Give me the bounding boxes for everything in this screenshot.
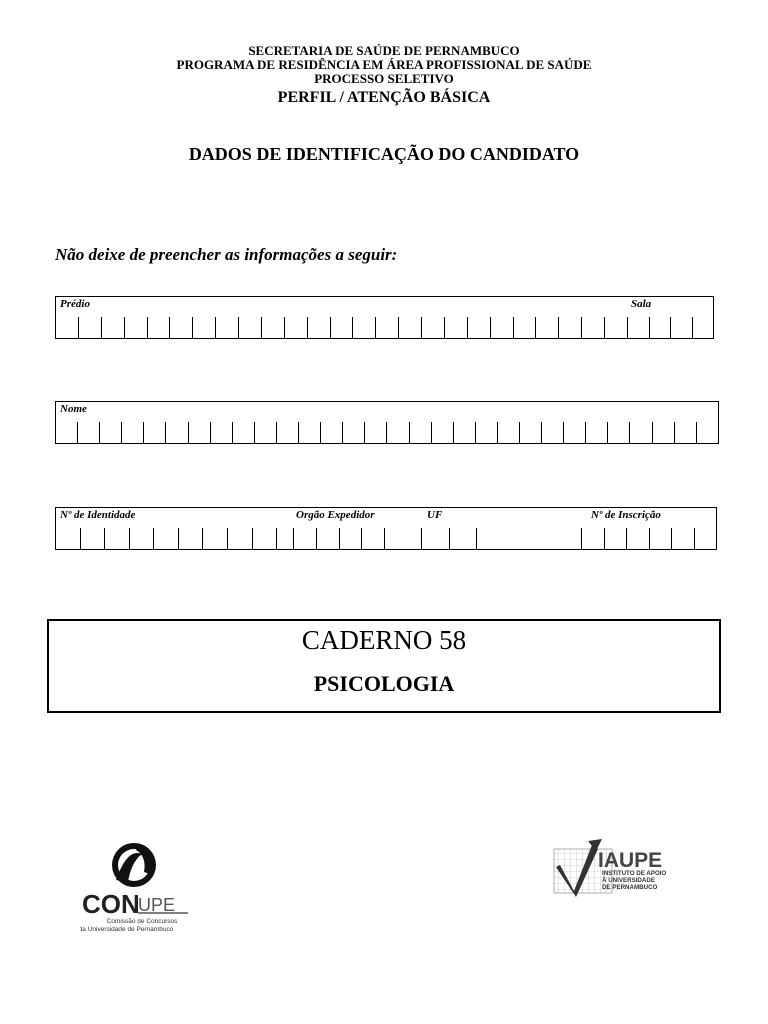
- nome-cell[interactable]: [122, 422, 144, 443]
- predio-cell[interactable]: [285, 317, 308, 338]
- identidade-cell[interactable]: [130, 528, 155, 549]
- caderno-box: [47, 619, 721, 713]
- orgao-label: Orgão Expedidor: [296, 509, 375, 521]
- nome-cell[interactable]: [211, 422, 233, 443]
- identidade-cell[interactable]: [105, 528, 130, 549]
- header-line-1: SECRETARIA DE SAÚDE DE PERNAMBUCO: [248, 43, 520, 58]
- orgao-cell[interactable]: [340, 528, 363, 549]
- nome-cell[interactable]: [520, 422, 542, 443]
- nome-cell[interactable]: [299, 422, 321, 443]
- nome-cell[interactable]: [586, 422, 608, 443]
- nome-cell[interactable]: [630, 422, 652, 443]
- conupe-logo: [80, 840, 190, 935]
- sala-input-cells[interactable]: [627, 317, 714, 339]
- sala-label: Sala: [631, 298, 652, 310]
- nome-cell[interactable]: [365, 422, 387, 443]
- nome-cell[interactable]: [255, 422, 277, 443]
- caderno-title: CADERNO 58: [301, 625, 467, 655]
- predio-cell[interactable]: [102, 317, 125, 338]
- predio-cell[interactable]: [559, 317, 582, 338]
- iaupe-logo: [552, 835, 682, 897]
- identidade-cell[interactable]: [179, 528, 204, 549]
- inscricao-cell[interactable]: [650, 528, 673, 549]
- nome-cell[interactable]: [166, 422, 188, 443]
- predio-cell[interactable]: [125, 317, 148, 338]
- predio-cell[interactable]: [170, 317, 193, 338]
- predio-label: Prédio: [60, 298, 90, 310]
- header-line-4: PERFIL / ATENÇÃO BÁSICA: [277, 89, 491, 106]
- inscricao-label: Nº de Inscrição: [591, 509, 661, 521]
- predio-cell[interactable]: [79, 317, 102, 338]
- nome-cell[interactable]: [675, 422, 697, 443]
- header-line-2: PROGRAMA DE RESIDÊNCIA EM ÁREA PROFISSIONAL DE SAÚDE: [176, 57, 592, 72]
- nome-cell[interactable]: [564, 422, 586, 443]
- predio-cell[interactable]: [56, 317, 79, 338]
- identidade-label: Nº de Identidade: [60, 509, 136, 521]
- predio-cell[interactable]: [536, 317, 559, 338]
- uf-cell[interactable]: [450, 528, 477, 549]
- identidade-cell[interactable]: [203, 528, 228, 549]
- nome-cell[interactable]: [56, 422, 78, 443]
- iaupe-caption-2: À UNIVERSIDADE: [602, 877, 655, 884]
- nome-cell[interactable]: [454, 422, 476, 443]
- name-box: [55, 401, 719, 444]
- iaupe-wordmark: IAUPE: [598, 849, 663, 872]
- inscricao-cell[interactable]: [582, 528, 605, 549]
- building-room-box: [55, 296, 714, 339]
- predio-cell[interactable]: [239, 317, 262, 338]
- orgao-input-cells[interactable]: [293, 528, 385, 550]
- identidade-input-cells[interactable]: [55, 528, 277, 550]
- inscricao-cell[interactable]: [605, 528, 628, 549]
- predio-cell[interactable]: [445, 317, 468, 338]
- sala-cell[interactable]: [650, 317, 672, 338]
- predio-cell[interactable]: [514, 317, 537, 338]
- predio-cell[interactable]: [582, 317, 604, 338]
- conupe-wordmark-2: UPE: [138, 895, 176, 915]
- nome-cell[interactable]: [233, 422, 255, 443]
- identidade-cell[interactable]: [154, 528, 179, 549]
- nome-cell[interactable]: [653, 422, 675, 443]
- inscricao-input-cells[interactable]: [581, 528, 717, 550]
- uf-label: UF: [427, 509, 443, 521]
- nome-cell[interactable]: [277, 422, 299, 443]
- uf-cell[interactable]: [422, 528, 450, 549]
- nome-cell[interactable]: [189, 422, 211, 443]
- nome-cell[interactable]: [608, 422, 630, 443]
- nome-cell[interactable]: [476, 422, 498, 443]
- conupe-caption-2: da Universidade de Pernambuco: [80, 926, 174, 933]
- predio-cell[interactable]: [468, 317, 491, 338]
- sala-cell[interactable]: [693, 317, 714, 338]
- nome-input-cells[interactable]: [55, 422, 719, 444]
- predio-cell[interactable]: [376, 317, 399, 338]
- nome-cell[interactable]: [432, 422, 454, 443]
- uf-input-cells[interactable]: [421, 528, 477, 550]
- nome-cell[interactable]: [343, 422, 365, 443]
- orgao-cell[interactable]: [362, 528, 384, 549]
- document-box: [55, 507, 717, 550]
- predio-cell[interactable]: [353, 317, 376, 338]
- section-title: DADOS DE IDENTIFICAÇÃO DO CANDIDATO: [188, 144, 580, 164]
- predio-cell[interactable]: [331, 317, 354, 338]
- identidade-cell[interactable]: [253, 528, 277, 549]
- orgao-cell[interactable]: [317, 528, 340, 549]
- nome-cell[interactable]: [410, 422, 432, 443]
- nome-cell[interactable]: [498, 422, 520, 443]
- predio-cell[interactable]: [148, 317, 171, 338]
- inscricao-cell[interactable]: [695, 528, 717, 549]
- nome-cell[interactable]: [78, 422, 100, 443]
- nome-cell[interactable]: [144, 422, 166, 443]
- header-line-3: PROCESSO SELETIVO: [314, 71, 454, 86]
- conupe-logo-icon: [80, 840, 190, 935]
- nome-cell[interactable]: [697, 422, 718, 443]
- iaupe-logo-icon: [552, 835, 682, 897]
- nome-cell[interactable]: [100, 422, 122, 443]
- predio-cell[interactable]: [491, 317, 514, 338]
- identidade-cell[interactable]: [228, 528, 253, 549]
- predio-cell[interactable]: [216, 317, 239, 338]
- identidade-cell[interactable]: [81, 528, 106, 549]
- nome-cell[interactable]: [542, 422, 564, 443]
- sala-cell[interactable]: [671, 317, 693, 338]
- identidade-cell[interactable]: [56, 528, 81, 549]
- predio-cell[interactable]: [308, 317, 331, 338]
- conupe-wordmark: CON: [82, 889, 140, 919]
- predio-cell[interactable]: [193, 317, 216, 338]
- predio-cell[interactable]: [399, 317, 422, 338]
- inscricao-cell[interactable]: [672, 528, 695, 549]
- inscricao-cell[interactable]: [627, 528, 650, 549]
- instruction-text: Não deixe de preencher as informações a seguir:: [55, 245, 398, 264]
- predio-cell[interactable]: [422, 317, 445, 338]
- conupe-caption-1: Comissão de Concursos: [106, 918, 178, 925]
- caderno-subject: PSICOLOGIA: [313, 671, 455, 696]
- iaupe-caption-3: DE PERNAMBUCO: [602, 884, 658, 891]
- orgao-cell[interactable]: [294, 528, 317, 549]
- sala-cell[interactable]: [628, 317, 650, 338]
- iaupe-caption-1: INSTITUTO DE APOIO: [602, 870, 667, 877]
- nome-cell[interactable]: [321, 422, 343, 443]
- predio-input-cells[interactable]: [55, 317, 605, 339]
- nome-label: Nome: [60, 403, 87, 415]
- nome-cell[interactable]: [387, 422, 409, 443]
- predio-cell[interactable]: [262, 317, 285, 338]
